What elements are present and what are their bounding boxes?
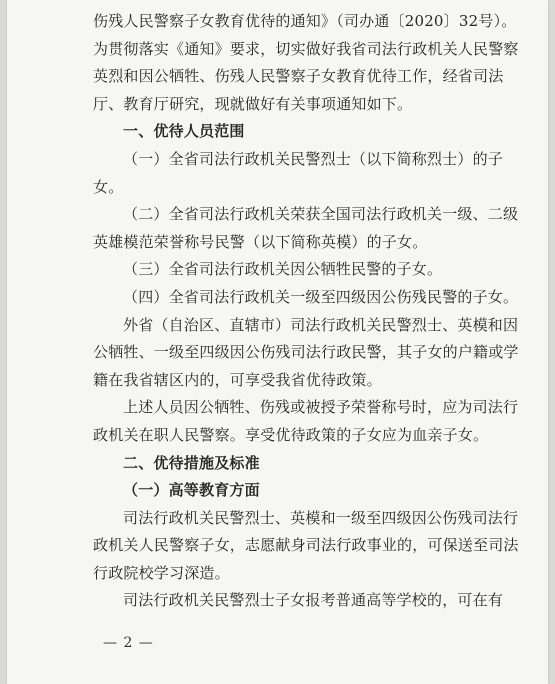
document-page [7,0,548,684]
document-body [93,8,523,615]
paragraph-scope-item-3: （三）全省司法行政机关因公牺牲民警的子女。 [123,260,443,279]
paragraph-introduction: 为贯彻落实《通知》要求，切实做好我省司法行政机关人民警察英烈和因公牺牲、伤残人民警察子女教育优待工作，经省司法厅、教育厅研究，现就做好有关事项通知如下。 [93,39,519,113]
page-number: — 2 — [103,635,154,651]
paragraph-scope-item-1: （一）全省司法行政机关民警烈士（以下简称烈士）的子女。 [93,149,504,196]
paragraph-scope-item-4: （四）全省司法行政机关一级至四级因公伤残民警的子女。 [123,287,519,306]
paragraph-higher-education-1: 司法行政机关民警烈士、英模和一级至四级因公伤残司法行政机关人民警察子女，志愿献身司法行政事业的，可保送至司法行政院校学习深造。 [93,508,519,582]
section-heading-measures: 二、优待措施及标准 [123,453,260,472]
paragraph-scope-item-2: （二）全省司法行政机关荣获全国司法行政机关一级、二级英雄模范荣誉称号民警（以下简称英模）的子女。 [93,205,519,251]
subheading-higher-education: （一）高等教育方面 [123,481,260,500]
paragraph-continuation: 伤残人民警察子女教育优待的通知》（司办通〔2020〕32号）。 [93,12,517,30]
paragraph-eligibility-note: 上述人员因公牺牲、伤残或被授予荣誉称号时，应为司法行政机关在职人民警察。享受优待政策的子女应为血亲子女。 [93,398,519,444]
paragraph-other-provinces: 外省（自治区、直辖市）司法行政机关民警烈士、英模和因公牺牲、一级至四级因公伤残司法行政民警，其子女的户籍或学籍在我省辖区内的，可享受我省优待政策。 [93,315,519,389]
paragraph-higher-education-2: 司法行政机关民警烈士子女报考普通高等学校的，可在有 [123,591,504,610]
section-heading-scope: 一、优待人员范围 [123,122,245,141]
